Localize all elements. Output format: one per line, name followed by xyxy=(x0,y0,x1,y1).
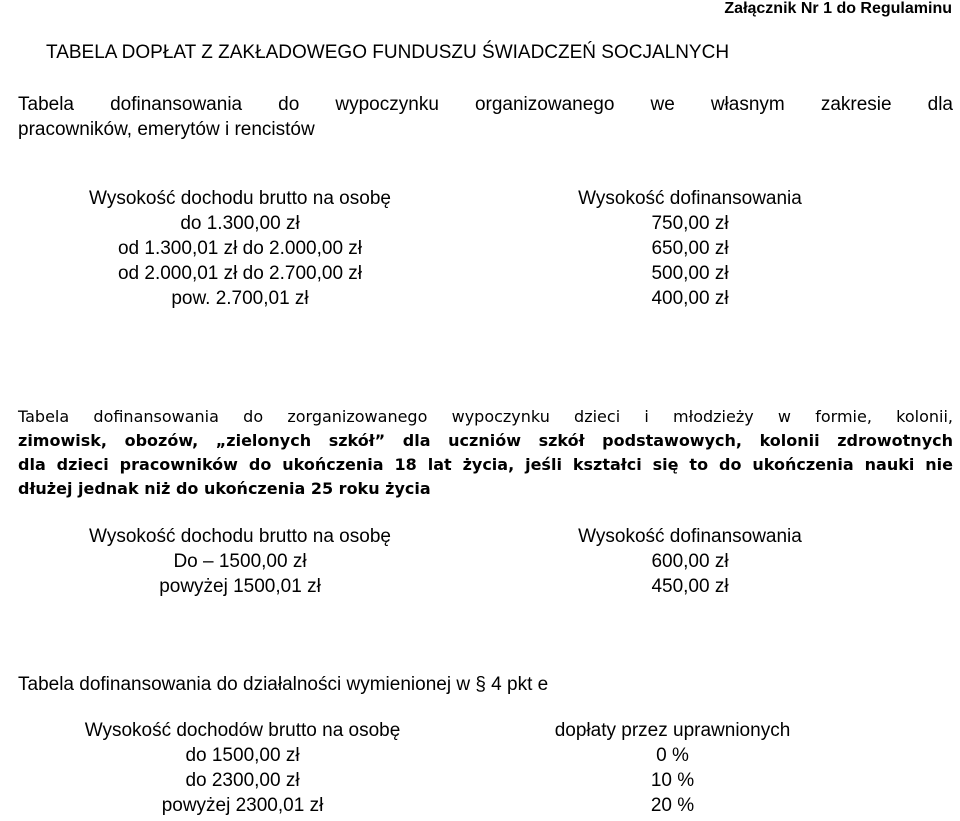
section2-description-line3: dla dzieci pracowników do ukończenia 18 lat życia, jeśli kształci się to do ukończenia nauki nie xyxy=(18,455,953,474)
table-header-row xyxy=(40,718,900,743)
table-row xyxy=(30,236,930,261)
income-cell: do 2300,00 zł xyxy=(185,770,300,791)
section3-description: Tabela dofinansowania do działalności wymienionej w § 4 pkt e xyxy=(18,674,549,695)
income-cell: od 1.300,01 zł do 2.000,00 zł xyxy=(117,238,363,259)
header-amount: Wysokość dofinansowania xyxy=(578,188,802,209)
section2-description-line2: zimowisk, obozów, „zielonych szkół” dla uczniów szkół podstawowych, kolonii zdrowotnych xyxy=(18,431,953,450)
section2-description-line1: Tabela dofinansowania do zorganizowanego wypoczynku dzieci i młodzieży w formie, kolonii, xyxy=(18,407,953,426)
table-header-row xyxy=(30,186,930,211)
section2-description-line4: dłużej jednak niż do ukończenia 25 roku życia xyxy=(18,479,431,498)
amount-cell: 500,00 zł xyxy=(651,263,729,284)
income-cell: pow. 2.700,01 zł xyxy=(171,288,309,309)
table-row xyxy=(40,793,900,818)
table-row xyxy=(40,768,900,793)
table-row xyxy=(30,286,930,311)
header-amount: Wysokość dofinansowania xyxy=(578,526,802,547)
section3-table xyxy=(40,718,900,818)
income-cell: powyżej 1500,01 zł xyxy=(159,576,321,597)
amount-cell: 20 % xyxy=(650,795,695,816)
amount-cell: 450,00 zł xyxy=(651,576,729,597)
income-cell: do 1500,00 zł xyxy=(185,745,300,766)
amount-cell: 600,00 zł xyxy=(651,551,729,572)
amount-cell: 10 % xyxy=(650,770,695,791)
annex-label: Załącznik Nr 1 do Regulaminu xyxy=(724,0,952,17)
amount-cell: 650,00 zł xyxy=(651,238,729,259)
section2-table xyxy=(30,524,930,599)
header-income: Wysokość dochodu brutto na osobę xyxy=(89,188,391,209)
header-amount: dopłaty przez uprawnionych xyxy=(554,720,791,741)
table-row xyxy=(30,574,930,599)
section1-description-line1: Tabela dofinansowania do wypoczynku organizowanego we własnym zakresie dla xyxy=(18,94,953,115)
table-row xyxy=(30,549,930,574)
income-cell: do 1.300,00 zł xyxy=(180,213,300,234)
income-cell: powyżej 2300,01 zł xyxy=(161,795,324,816)
table-row xyxy=(30,261,930,286)
section1-description xyxy=(18,92,953,142)
amount-cell: 750,00 zł xyxy=(651,213,729,234)
header-income: Wysokość dochodu brutto na osobę xyxy=(89,526,391,547)
document-title: TABELA DOPŁAT Z ZAKŁADOWEGO FUNDUSZU ŚWIADCZEŃ SOCJALNYCH xyxy=(46,42,730,63)
section1-table xyxy=(30,186,930,311)
income-cell: od 2.000,01 zł do 2.700,00 zł xyxy=(117,263,363,284)
amount-cell: 0 % xyxy=(656,745,689,766)
table-row xyxy=(30,211,930,236)
header-income: Wysokość dochodów brutto na osobę xyxy=(84,720,401,741)
amount-cell: 400,00 zł xyxy=(651,288,729,309)
table-header-row xyxy=(30,524,930,549)
income-cell: Do – 1500,00 zł xyxy=(173,551,307,572)
table-row xyxy=(40,743,900,768)
section1-description-line2: pracowników, emerytów i rencistów xyxy=(18,119,315,140)
section2-description xyxy=(18,405,953,501)
